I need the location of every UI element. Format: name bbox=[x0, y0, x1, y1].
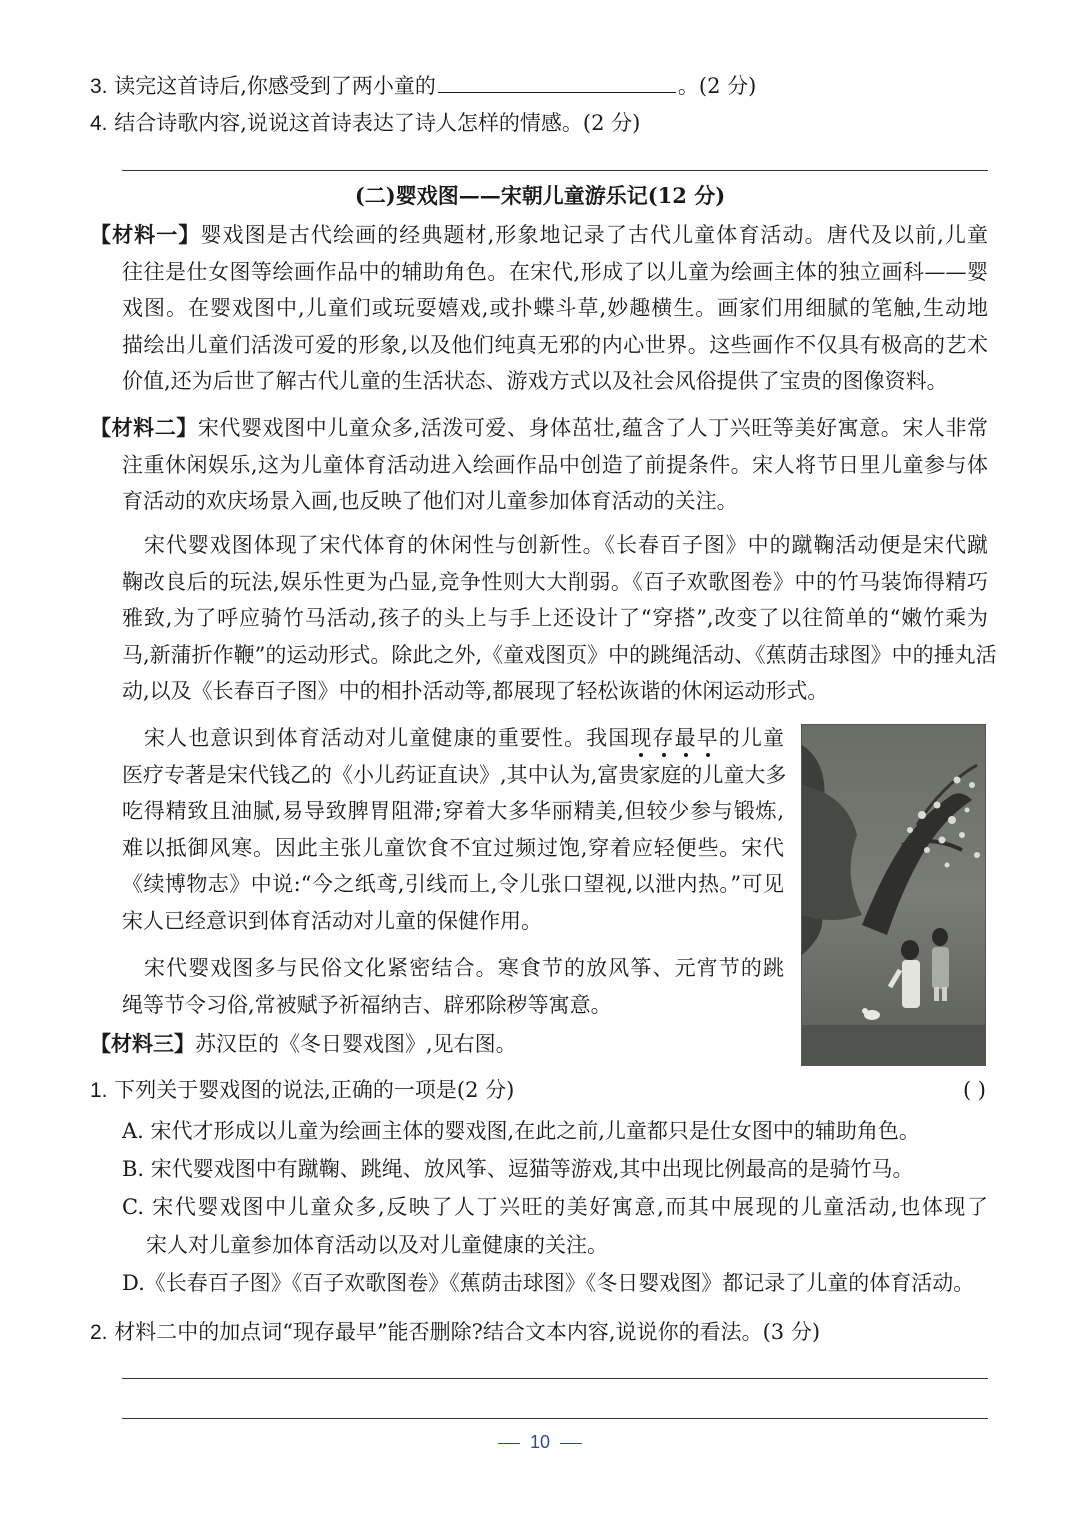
dotted-word: 现存最早 bbox=[630, 726, 719, 750]
material-label: 【材料一】 bbox=[90, 222, 201, 247]
text-line: 往往是仕女图等绘画作品中的辅助角色。在宋代,形成了以儿童为绘画主体的独立画科——婴 bbox=[122, 259, 988, 284]
question-text: 下列关于婴戏图的说法,正确的一项是(2 分) bbox=[114, 1078, 515, 1102]
text-line: 绳等节令习俗,常被赋予祈福纳吉、辟邪除秽等寓意。 bbox=[122, 992, 612, 1017]
answer-line[interactable] bbox=[122, 1378, 988, 1379]
material-1 bbox=[90, 217, 988, 400]
material-2-paragraph-3 bbox=[122, 720, 787, 939]
page-number: 10 bbox=[529, 1432, 551, 1452]
text-line: 马,新蒲折作鞭”的运动形式。除此之外,《童戏图页》中的跳绳活动、《蕉荫击球图》中的捶丸活 bbox=[122, 642, 997, 667]
question-4 bbox=[90, 107, 990, 140]
text-line: 【材料二】宋代婴戏图中儿童众多,活泼可爱、身体茁壮,蕴含了人丁兴旺等美好寓意。宋人非常 bbox=[90, 415, 989, 440]
text-line: 宋代婴戏图多与民俗文化紧密结合。寒食节的放风筝、元宵节的跳 bbox=[144, 956, 784, 980]
text-line: 育活动的欢庆场景入画,也反映了他们对儿童参加体育活动的关注。 bbox=[122, 489, 738, 513]
material-2-paragraph-2 bbox=[122, 527, 997, 710]
text-line: 描绘出儿童们活泼可爱的形象,以及他们纯真无邪的内心世界。这些画作不仅具有极高的艺术 bbox=[122, 332, 988, 357]
question-number: 4. bbox=[90, 112, 108, 135]
material-2-paragraph-4 bbox=[122, 950, 784, 1023]
text-line: 吃得精致且油腻,易导致脾胃阻滞;穿着大多华丽精美,但较少参与锻炼, bbox=[122, 799, 784, 823]
material-label: 【材料三】 bbox=[90, 1031, 195, 1056]
question-number: 2. bbox=[90, 1321, 108, 1344]
text-line: 雅致,为了呼应骑竹马活动,孩子的头上与手上还设计了“穿搭”,改变了以往简单的“嫩竹乘为 bbox=[122, 606, 988, 630]
page-footer bbox=[0, 1432, 1080, 1453]
text-line: 宋人也意识到体育活动对儿童健康的重要性。我国现存最早的儿童 bbox=[144, 726, 785, 750]
text-line: 动,以及《长春百子图》中的相扑活动等,都展现了轻松诙谐的休闲运动形式。 bbox=[122, 679, 829, 703]
text-line: 难以抵御风寒。因此主张儿童饮食不宜过频过饱,穿着应轻便些。宋代 bbox=[122, 835, 784, 860]
painting-illustration bbox=[802, 725, 986, 1066]
question-text: 读完这首诗后,你感受到了两小童的 bbox=[114, 74, 436, 98]
material-label: 【材料二】 bbox=[90, 415, 198, 440]
section-title: (二)婴戏图——宋朝儿童游乐记(12 分) bbox=[354, 183, 726, 208]
text-line: 注重休闲娱乐,这为儿童体育活动进入绘画作品中创造了前提条件。宋人将节日里儿童参与体 bbox=[122, 452, 988, 477]
answer-line[interactable] bbox=[122, 170, 988, 171]
option-a[interactable]: A. 宋代才形成以儿童为绘画主体的婴戏图,在此之前,儿童都只是仕女图中的辅助角色。 bbox=[122, 1119, 920, 1143]
question-3 bbox=[90, 70, 990, 103]
question-score: 。(2 分) bbox=[677, 74, 757, 98]
text-line: 宋代婴戏图体现了宋代体育的休闲性与创新性。《长春百子图》中的蹴鞠活动便是宋代蹴 bbox=[144, 533, 988, 557]
text-line: 医疗专著是宋代钱乙的《小儿药证直诀》,其中认为,富贵家庭的儿童大多 bbox=[122, 762, 787, 787]
text-line: 价值,还为后世了解古代儿童的生活状态、游戏方式以及社会风俗提供了宝贵的图像资料。 bbox=[122, 369, 948, 393]
q1-options bbox=[122, 1112, 988, 1302]
answer-bracket[interactable]: ( ) bbox=[962, 1078, 986, 1102]
question-text: 材料二中的加点词“现存最早”能否删除?结合文本内容,说说你的看法。(3 分) bbox=[114, 1320, 821, 1344]
option-c-continued[interactable]: 宋人对儿童参加体育活动以及对儿童健康的关注。 bbox=[146, 1233, 608, 1257]
answer-line[interactable] bbox=[122, 1418, 988, 1419]
material-3 bbox=[90, 1026, 790, 1063]
text-line: 【材料一】婴戏图是古代绘画的经典题材,形象地记录了古代儿童体育活动。唐代及以前,儿童 bbox=[90, 222, 988, 247]
question-text: 结合诗歌内容,说说这首诗表达了诗人怎样的情感。(2 分) bbox=[114, 111, 641, 135]
text-line: 宋人已经意识到体育活动对儿童的保健作用。 bbox=[122, 908, 542, 933]
question-number: 3. bbox=[90, 75, 108, 98]
option-b[interactable]: B. 宋代婴戏图中有蹴鞠、跳绳、放风筝、逗猫等游戏,其中出现比例最高的是骑竹马。 bbox=[122, 1157, 914, 1181]
option-d[interactable]: D.《长春百子图》《百子欢歌图卷》《蕉荫击球图》《冬日婴戏图》都记录了儿童的体育活动。 bbox=[122, 1271, 975, 1295]
text-line: 鞠改良后的玩法,娱乐性更为凸显,竞争性则大大削弱。《百子欢歌图卷》中的竹马装饰得精巧 bbox=[122, 569, 988, 594]
question-2 bbox=[90, 1316, 990, 1349]
material-2 bbox=[90, 410, 988, 520]
footer-dash bbox=[498, 1443, 520, 1444]
answer-blank[interactable] bbox=[438, 72, 676, 93]
winter-children-painting bbox=[801, 724, 986, 1066]
text-line: 《续博物志》中说:“今之纸鸢,引线而上,令儿张口望视,以泄内热。”可见 bbox=[122, 872, 784, 896]
text-line: 【材料三】苏汉臣的《冬日婴戏图》,见右图。 bbox=[90, 1031, 517, 1056]
text-line: 戏图。在婴戏图中,儿童们或玩耍嬉戏,或扑蝶斗草,妙趣横生。画家们用细腻的笔触,生动地 bbox=[122, 296, 988, 320]
question-number: 1. bbox=[90, 1079, 108, 1102]
footer-dash bbox=[560, 1443, 582, 1444]
option-c[interactable]: C. 宋代婴戏图中儿童众多,反映了人丁兴旺的美好寓意,而其中展现的儿童活动,也体现了 bbox=[122, 1195, 988, 1219]
question-1 bbox=[90, 1074, 986, 1107]
